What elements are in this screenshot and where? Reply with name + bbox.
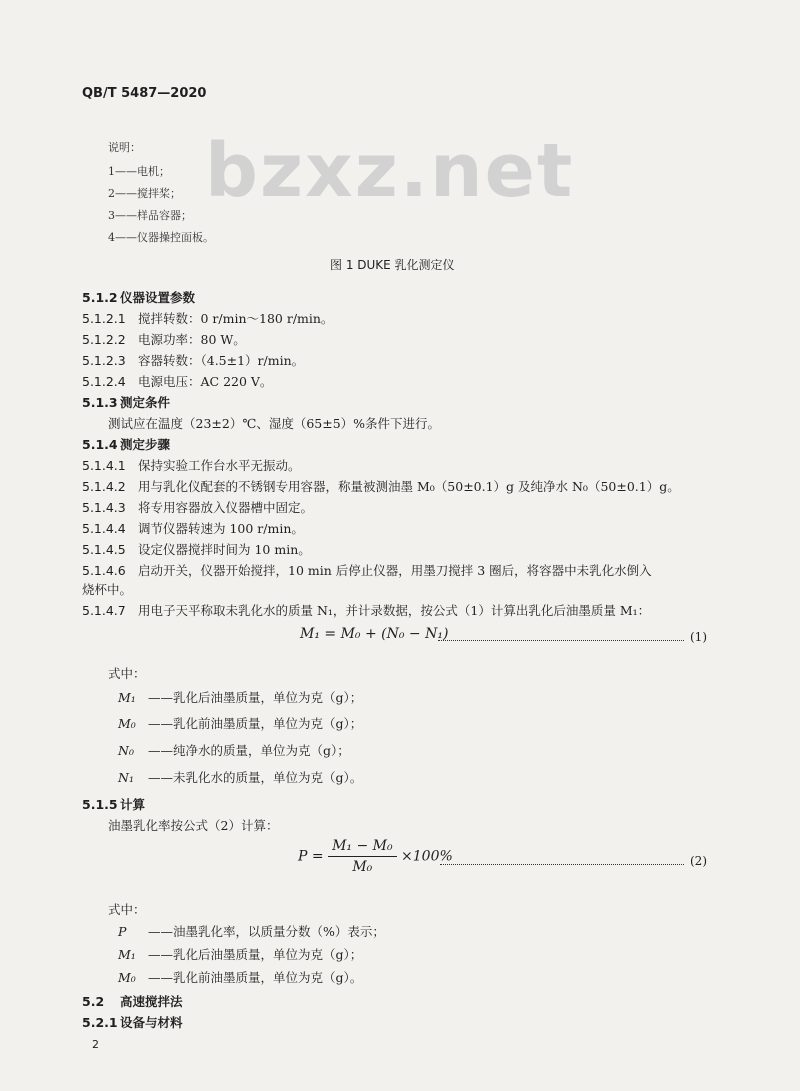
figure-caption: 图 1 DUKE 乳化测定仪 — [330, 258, 455, 272]
variable-definition — [118, 922, 385, 940]
variable-definition — [118, 968, 362, 986]
leader-dots — [438, 640, 684, 641]
where-label: 式中： — [108, 902, 146, 917]
legend-item: 4——仪器操控面板。 — [108, 231, 214, 244]
clause-number: 5.1.2.3 — [82, 353, 126, 368]
variable-definition — [118, 688, 362, 706]
clause-number: 5.1.4.1 — [82, 458, 126, 473]
leader-dots — [440, 864, 684, 865]
clause-text: 电源电压：AC 220 V。 — [138, 374, 273, 389]
fraction — [328, 838, 397, 875]
clause-item — [82, 561, 652, 579]
clause-number: 5.1.4.6 — [82, 563, 126, 578]
variable-definition — [118, 945, 362, 963]
clause-text: 将专用容器放入仪器槽中固定。 — [138, 500, 314, 515]
formula-tail: ×100% — [401, 848, 453, 865]
legend-title: 说明： — [108, 141, 141, 154]
clause-item — [82, 477, 680, 495]
variable-description: ——乳化后油墨质量，单位为克（g）； — [148, 947, 363, 962]
clause-item — [82, 309, 333, 327]
clause-item — [82, 540, 311, 558]
variable-definition — [118, 714, 362, 732]
variable-description: ——未乳化水的质量，单位为克（g）。 — [148, 770, 363, 785]
legend-item: 2——搅拌桨； — [108, 187, 181, 200]
equation-number: (1) — [690, 630, 707, 644]
clause-text: 保持实验工作台水平无振动。 — [138, 458, 301, 473]
clause-text: 调节仪器转速为 100 r/min。 — [138, 521, 304, 536]
legend-item: 3——样品容器； — [108, 209, 192, 222]
clause-text: 设定仪器搅拌时间为 10 min。 — [138, 542, 311, 557]
variable-symbol: M₀ — [118, 970, 136, 985]
section-number: 5.2 — [82, 994, 105, 1009]
variable-description: ——乳化后油墨质量，单位为克（g）； — [148, 690, 363, 705]
clause-item — [82, 351, 304, 369]
variable-definition — [118, 741, 350, 759]
clause-item — [82, 519, 304, 537]
clause-number: 5.1.4.5 — [82, 542, 126, 557]
section-heading-5-1-4 — [82, 435, 170, 453]
clause-text: 启动开关，仪器开始搅拌，10 min 后停止仪器，用墨刀搅拌 3 圈后，将容器中未乳化水倒入 — [138, 563, 652, 578]
variable-symbol: P — [118, 924, 127, 939]
formula-1: M₁ = M₀ + (N₀ − N₁) — [300, 626, 449, 642]
denominator: M₀ — [352, 859, 373, 875]
section-heading-5-1-2 — [82, 288, 195, 306]
clause-number: 5.1.4.7 — [82, 603, 126, 618]
paragraph-text: 油墨乳化率按公式（2）计算： — [108, 818, 279, 833]
page-number: 2 — [92, 1038, 99, 1051]
section-number: 5.1.2 — [82, 290, 118, 305]
variable-description: ——纯净水的质量，单位为克（g）； — [148, 743, 350, 758]
standard-code: QB/T 5487—2020 — [82, 86, 207, 101]
clause-number: 5.1.2.4 — [82, 374, 126, 389]
clause-text: 容器转数：（4.5±1）r/min。 — [138, 353, 305, 368]
clause-item — [82, 372, 272, 390]
clause-number: 5.1.2.1 — [82, 311, 126, 326]
variable-description: ——乳化前油墨质量，单位为克（g）； — [148, 716, 363, 731]
variable-symbol: M₀ — [118, 716, 136, 731]
section-title: 计算 — [120, 797, 146, 812]
section-title: 测定步骤 — [120, 437, 171, 452]
equation-number: (2) — [690, 854, 707, 868]
clause-text: 用与乳化仪配套的不锈钢专用容器，称量被测油墨 M₀（50±0.1）g 及纯净水 N₀（50±0.1）g。 — [138, 479, 680, 494]
section-heading-5-2-1 — [82, 1013, 183, 1031]
variable-symbol: N₁ — [118, 770, 134, 785]
clause-number: 5.1.4.3 — [82, 500, 126, 515]
where-label: 式中： — [108, 666, 146, 681]
variable-symbol: M₁ — [118, 947, 136, 962]
section-number: 5.1.4 — [82, 437, 118, 452]
section-heading-5-1-5 — [82, 795, 145, 813]
section-title: 测定条件 — [120, 395, 171, 410]
clause-item — [82, 498, 313, 516]
clause-number: 5.1.4.2 — [82, 479, 126, 494]
variable-description: ——油墨乳化率，以质量分数（%）表示； — [148, 924, 385, 939]
clause-item — [82, 456, 301, 474]
numerator: M₁ − M₀ — [328, 838, 397, 857]
section-title: 高速搅拌法 — [120, 994, 183, 1009]
section-number: 5.1.3 — [82, 395, 118, 410]
section-heading-5-1-3 — [82, 393, 170, 411]
section-number: 5.1.5 — [82, 797, 118, 812]
legend-item: 1——电机； — [108, 165, 170, 178]
watermark: bzxz.net — [205, 128, 575, 214]
clause-item — [82, 601, 650, 619]
clause-number: 5.1.2.2 — [82, 332, 126, 347]
variable-symbol: N₀ — [118, 743, 134, 758]
variable-definition — [118, 768, 362, 786]
variable-symbol: M₁ — [118, 690, 136, 705]
paragraph-text: 测试应在温度（23±2）℃、湿度（65±5）%条件下进行。 — [108, 416, 441, 431]
section-title: 仪器设置参数 — [120, 290, 196, 305]
clause-text: 搅拌转数：0 r/min～180 r/min。 — [138, 311, 334, 326]
section-number: 5.2.1 — [82, 1015, 118, 1030]
section-heading-5-2 — [82, 992, 183, 1010]
formula-lhs: P = — [298, 848, 324, 865]
clause-text: 用电子天平称取未乳化水的质量 N₁，并计录数据，按公式（1）计算出乳化后油墨质量 M₁： — [138, 603, 651, 618]
formula-2 — [298, 838, 453, 875]
clause-continuation: 烧杯中。 — [82, 582, 133, 597]
variable-description: ——乳化前油墨质量，单位为克（g）。 — [148, 970, 363, 985]
clause-item — [82, 330, 246, 348]
clause-text: 电源功率：80 W。 — [138, 332, 246, 347]
section-title: 设备与材料 — [120, 1015, 183, 1030]
clause-number: 5.1.4.4 — [82, 521, 126, 536]
